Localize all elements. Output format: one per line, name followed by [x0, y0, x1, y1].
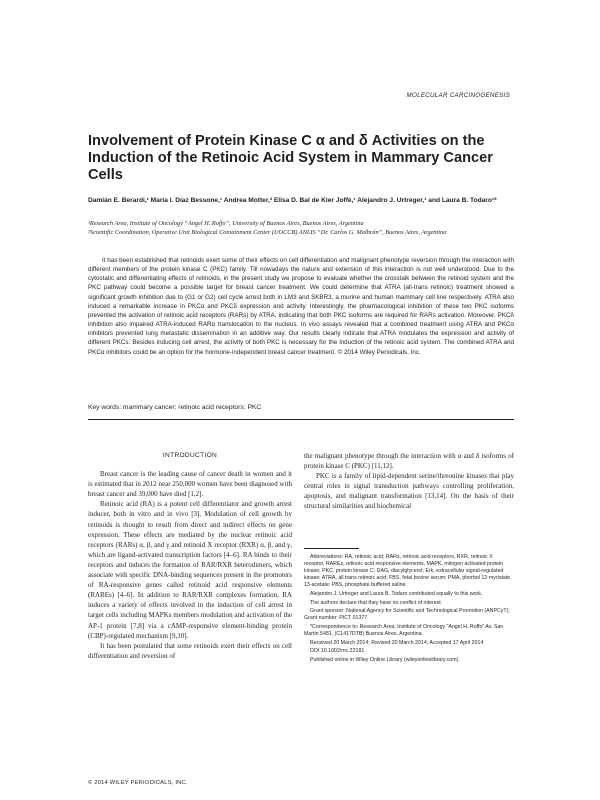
footnote-dates: Received 20 March 2014; Revised 20 March 2014; Accepted 17 April 2014 — [310, 639, 484, 646]
journal-header: MOLECULAR CARCINOGENESIS — [406, 92, 510, 99]
footnote-divider — [304, 548, 359, 549]
keywords: Key words: mammary cancer; retinoic acid receptors; PKC — [88, 404, 262, 411]
footnote-correspondence: *Correspondence to: Research Area, Institute of Oncology “Angel H. Roffo” Av. San Martin 5481, (C1417DTB) Buenos Aires, Argentina. — [304, 623, 504, 637]
body-paragraph: PKC is a family of lipid-dependent serine/threonine kinases that play central roles in signal transduction pathways controlling proliferation, apoptosis, and malignant transformation [13,14]. On the basis of their structural similarities and biochemical — [304, 472, 514, 511]
footnote-equal-contribution: Alejandro J. Urtreger and Laura B. Todaro contributed equally to this work. — [310, 590, 483, 597]
article-title: Involvement of Protein Kinase C α and δ Activities on the Induction of the Retinoic Acid System in Mammary Cancer Cells — [88, 133, 493, 183]
affiliations — [88, 220, 518, 237]
author-list: Damián E. Berardi,¹ María I. Díaz Bessone,¹ Andrea Motter,² Elisa D. Bal de Kier Joffé,¹ Alejandro J. Urtreger,¹ and Laura B. Todaro¹* — [88, 197, 497, 204]
left-column — [88, 451, 292, 661]
footnote-doi: DOI 10.1002/mc.22181 — [310, 648, 365, 655]
body-paragraph: the malignant phenotype through the interaction with α and δ isoforms of protein kinase C (PKC) [11,12]. — [304, 452, 514, 471]
affiliation-2: ²Scientific Coordination, Operative Unit Biological Containment Center (UOCCB) ANLIS “Dr. Carlos G. Malbrán”, Buenos Aires, Argentina — [88, 228, 447, 236]
footnote-abbreviations: Abbreviations: RA, retinoic acid; RARs, retinoic acid receptors, RXR, retinoic X receptor, RAREs, retinoic acid responsive elements, MAPK, mitogen activated protein kinase; PKC, protein kinase C; DAG, diacylglycerol; Erk, extracellular signal-regulated kinase; ATRA, all trans retinoic acid; FBS, fetal bovine serum; PMA, phorbol 12-myristate 13-acetate; PBS, phosphate buffered saline. — [304, 554, 511, 589]
body-paragraph: Breast cancer is the leading cause of cancer death in women and it is estimated that in 2012 near 250,000 women have been diagnosed with breast cancer and 39,000 have died [1,2]. — [88, 470, 292, 499]
abstract-text: It has been established that retinoids exert some of their effects on cell differentiation and malignant phenotype reversion through the interaction with different members of the protein kinase C (PKC) family. Till nowadays the nature and extension of this interaction is not well understood. Due to the cytostatic and differentiating effects of retinoids, in the present study we propose to evaluate whether the crosstalk between the retinoid system and the PKC pathway could become a possible target for breast cancer treatment. We could determine that ATRA (all-trans retinoic) treatment showed a significant growth inhibition due to (G1 or G2) cell cycle arrest both in LM3 and SKBR3, a murine and human mammary cell line respectively. ATRA also induced a remarkable increase in PKCα and PKCδ expression and activity. Interestingly, the pharmacological inhibition of these two PKC isoforms prevented the activation of retinoic acid receptors (RARs) by ATRA, indicating that both PKC isoforms are required for RARs activation. Moreover, PKCδ inhibition also impaired ATRA-induced RARα translocation to the nucleus. In vivo assays revealed that a combined treatment using ATRA and PKCα inhibitors prevented lung metastatic dissemination in an additive way. Our results clearly indicate that ATRA modulates the expression and activity of different PKCs. Besides inducing cell arrest, the activity of both PKC is necessary for the induction of the retinoic acid system. The combined ATRA and PKCα inhibitors could be an option for the hormone-independent breast cancer treatment. — [88, 257, 514, 356]
footer-copyright: © 2014 WILEY PERIODICALS, INC. — [88, 780, 188, 786]
keywords-divider — [88, 419, 514, 420]
affiliation-1: ¹Research Area, Institute of Oncology “Angel H. Roffo”, University of Buenos Aires, Buenos Aires, Argentina — [88, 220, 364, 227]
body-paragraph: It has been postulated that some retinoids exert their effects on cell differentiation and reversion of — [88, 641, 292, 660]
abstract-copyright: © 2014 Wiley Periodicals, Inc. — [337, 348, 421, 356]
footnote-published-online: Published online in Wiley Online Library (wileyonlinelibrary.com). — [310, 656, 460, 663]
footnote-grant: Grant sponsor: National Agency for Scientific and Technological Promotion (ANPCyT); Grant number: PICT 01377 — [304, 608, 510, 622]
footnote-conflict: The authors declare that they have no conflict of interest. — [310, 599, 443, 606]
section-heading-introduction: INTRODUCTION — [162, 452, 218, 459]
body-paragraph: Retinoic acid (RA) is a potent cell differentiator and growth arrest inducer, both in vitro and in vivo [3]. Modulation of cell growth by retinoids is thought to result from direct and indirect effects on gene expression. These effects are mediated by the nuclear retinoic acid receptors (RARs) α, β, and γ and retinoid X receptor (RXR) α, β, and γ, which are ligand-activated transcription factors [4–6]. RA binds to their receptors and induces the formation of RAR/RXR heterodimers, which associate with specific DNA-binding sequences present in the promoters of RA-responsive genes called retinoid acid responsive elements (RAREs) [4–6]. In addition to RAR/RXR complexes formation, RA induces a variety of effects involved in the induction of cell arrest in target cells including MAPKs members modulation and activation of the AP-1 protein [7,8] via a cAMP-responsive element-binding protein (CBP)-regulated mechanism [9,10]. — [88, 500, 292, 640]
right-column — [304, 451, 514, 512]
footnotes — [304, 554, 514, 665]
abstract — [88, 256, 514, 357]
